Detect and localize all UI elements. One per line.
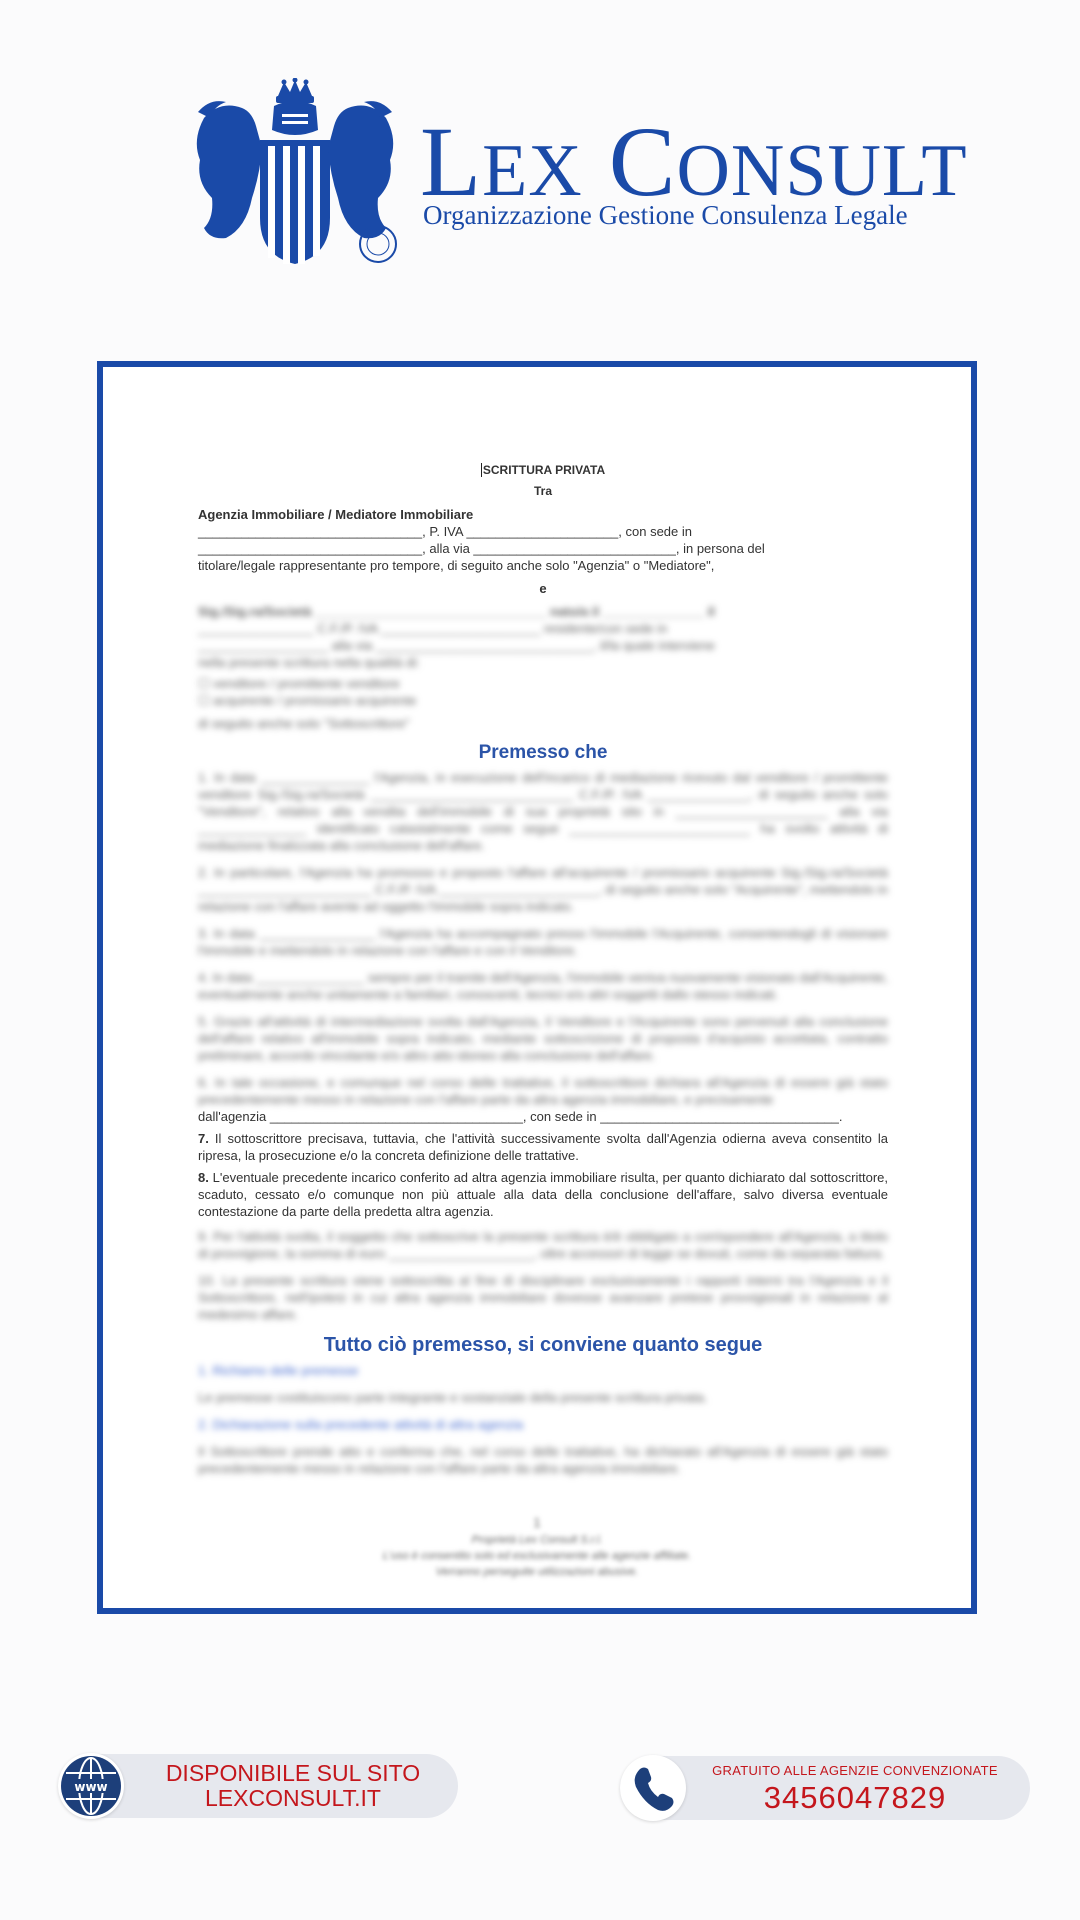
document-title: SCRITTURA PRIVATA xyxy=(482,463,606,477)
article-text: Le premesse costituiscono parte integrante e sostanziale della presente scrittura privata. xyxy=(198,1390,708,1405)
party-two-block xyxy=(198,603,888,732)
footer-line: Proprietà Lex Consult S.r.l. xyxy=(471,1534,603,1546)
document-preview xyxy=(97,361,977,1614)
website-line2: LEXCONSULT.IT xyxy=(205,1785,381,1811)
premesso-item: 3. In data ________________ l'Agenzia ha accompagnato presso l'immobile l'Acquirente, consentendogli di visionare l'immobile e mettendolo in relazione con l'affare e con il Venditore. xyxy=(198,926,888,958)
premesso-heading: Premesso che xyxy=(478,742,608,763)
premesso-item-7: 7. Il sottoscrittore precisava, tuttavia, che l'attività successivamente svolta dall'Agenzia odierna aveva consentito la ripresa, la prosecuzione e/o la concreta definizione delle trattative. xyxy=(198,1131,888,1163)
party-two-line: ☐ venditore / promittente venditore xyxy=(198,676,400,691)
phone-number: 3456047829 xyxy=(763,1780,947,1815)
svg-text:www: www xyxy=(74,1780,108,1794)
document-body xyxy=(198,462,888,1477)
website-pill[interactable] xyxy=(58,1754,458,1818)
premesso-item: 4. In data _______________ sempre per il tramite dell'Agenzia, l'immobile veniva nuovamente visionato dall'Acquirente, eventualmente anche unitamente a familiari, conoscenti, tecnici e/o altri soggetti dallo stesso indicati. xyxy=(198,970,888,1002)
globe-www-icon xyxy=(58,1753,124,1819)
premesso-blurred-block xyxy=(198,769,888,1108)
party-two-line: ☐ acquirente / promissario acquirente xyxy=(198,693,417,708)
document-footer xyxy=(103,1532,971,1580)
premesso-item: 5. Grazie all'attività di intermediazione svolta dall'Agenzia, il Venditore e l'Acquirente sono pervenuti alla conclusione dell'affare relativo all'immobile sopra indicato, mediante sottoscrizione di proposta d'acquisto accettata, contratto preliminare, accordo vincolante e/o altro atto idoneo alla conclusione dell'affare. xyxy=(198,1014,888,1063)
footer-line: L'uso è consentito solo ed esclusivamente alle agenzie affiliate. xyxy=(382,1550,692,1562)
premesso-item: 10. La presente scrittura viene sottoscritta al fine di disciplinare esclusivamente i rapporti interni tra l'Agenzia e il Sottoscrittore, nell'ipotesi in cui altra agenzia immobiliare dovesse avanzare pretese provvigionali in relazione al medesimo affare. xyxy=(198,1273,888,1322)
footer-line: Verranno perseguite utilizzazioni abusive. xyxy=(435,1566,639,1578)
premesso-item-6-end: dall'agenzia ___________________________________, con sede in _________________________________. xyxy=(198,1109,843,1124)
party-two-line: ________________ C.F./P. IVA ______________________ residente/con sede in xyxy=(198,621,668,636)
article-heading: 1. Richiamo delle premesse xyxy=(198,1363,359,1378)
page-number: 1 xyxy=(533,1515,541,1530)
premesso-item: 1. In data _______________ l'Agenzia, in esecuzione dell'incarico di mediazione ricevuto dal venditore / promittente venditore Sig./Sig.ra/Società ____________________________ C.F./P. IVA ______________, di seguito anche solo "Venditore", relativo alla vendita dell'immobile di sua proprietà sito in _____________________ alla via _______________ identificato catastalmente come segue _________________________ ha svolto attività di mediazione finalizzata alla conclusione dell'affare. xyxy=(198,770,888,853)
phone-icon xyxy=(620,1755,686,1821)
party-one-label: Agenzia Immobiliare / Mediatore Immobiliare xyxy=(198,507,474,522)
conviene-heading: Tutto ciò premesso, si conviene quanto segue xyxy=(323,1334,763,1356)
website-text xyxy=(138,1761,448,1811)
header xyxy=(0,0,1080,300)
premesso-item: 9. Per l'attività svolta, il soggetto che sottoscrive la presente scrittura è/è obbligato a corrispondere all'Agenzia, a titolo di provvigione, la somma di euro ____________________, oltre accessori di legge se dovuti, come da separata fattura. xyxy=(198,1229,888,1261)
party-two-line: Sig./Sig.ra/Società ________________________________ nato/a il ______________ il xyxy=(198,604,715,619)
article-text: Il Sottoscrittore prende atto e conferma che, nel corso delle trattative, ha dichiarato all'Agenzia di essere già stato precedentemente messo in relazione con l'affare parte da altra agenzia immobiliare. xyxy=(198,1444,888,1476)
website-line1: DISPONIBILE SUL SITO xyxy=(165,1760,421,1786)
party-two-line: nella presente scrittura nella qualità di: xyxy=(198,655,420,670)
brand-title: LEX CONSULT xyxy=(420,106,968,217)
articles-block xyxy=(198,1362,888,1477)
premesso-blurred-after xyxy=(198,1228,888,1323)
premesso-item-8: 8. L'eventuale precedente incarico conferito ad altra agenzia immobiliare risulta, per quanto dichiarato dal sottoscrittore, scaduto, cessato e/o comunque non più attuale alla data della conclusione dell'affare, salvo diversa eventuale contestazione da parte della predetta altra agenzia. xyxy=(198,1170,888,1219)
brand-subtitle: Organizzazione Gestione Consulenza Legale xyxy=(423,200,908,230)
party-two-line: __________________ alla via ______________________________, il/la quale interviene xyxy=(198,638,715,653)
phone-caption: GRATUITO ALLE AGENZIE CONVENZIONATE xyxy=(712,1763,998,1778)
article-heading: 2. Dichiarazione sulla precedente attività di altra agenzia xyxy=(198,1417,524,1432)
party-one-line: titolare/legale rappresentante pro tempore, di seguito anche solo "Agenzia" o "Mediatore", xyxy=(198,558,715,573)
phone-pill[interactable] xyxy=(620,1756,1030,1820)
document-between: Tra xyxy=(533,484,552,498)
coat-of-arms-logo xyxy=(190,78,400,268)
party-two-line: di seguito anche solo "Sottoscrittore" xyxy=(198,716,410,731)
document-and: e xyxy=(539,581,547,596)
premesso-item: 6. In tale occasione, e comunque nel corso delle trattative, il sottoscrittore dichiara all'Agenzia di essere già stato precedentemente messo in relazione con l'affare parte da altra agenzia immobiliare, e precisamente xyxy=(198,1075,888,1107)
premesso-item: 2. In particolare, l'Agenzia ha promosso e proposto l'affare all'acquirente / promissario acquirente Sig./Sig.ra/Società ________________________ C.F./P. IVA ______________________, di seguito anche solo "Acquirente", mettendolo in relazione con l'affare avente ad oggetto l'immobile sopra indicato. xyxy=(198,865,888,914)
party-one-line: _______________________________, P. IVA _____________________, con sede in xyxy=(198,524,692,539)
party-one-line: _______________________________, alla via ____________________________, in persona del xyxy=(198,541,765,556)
